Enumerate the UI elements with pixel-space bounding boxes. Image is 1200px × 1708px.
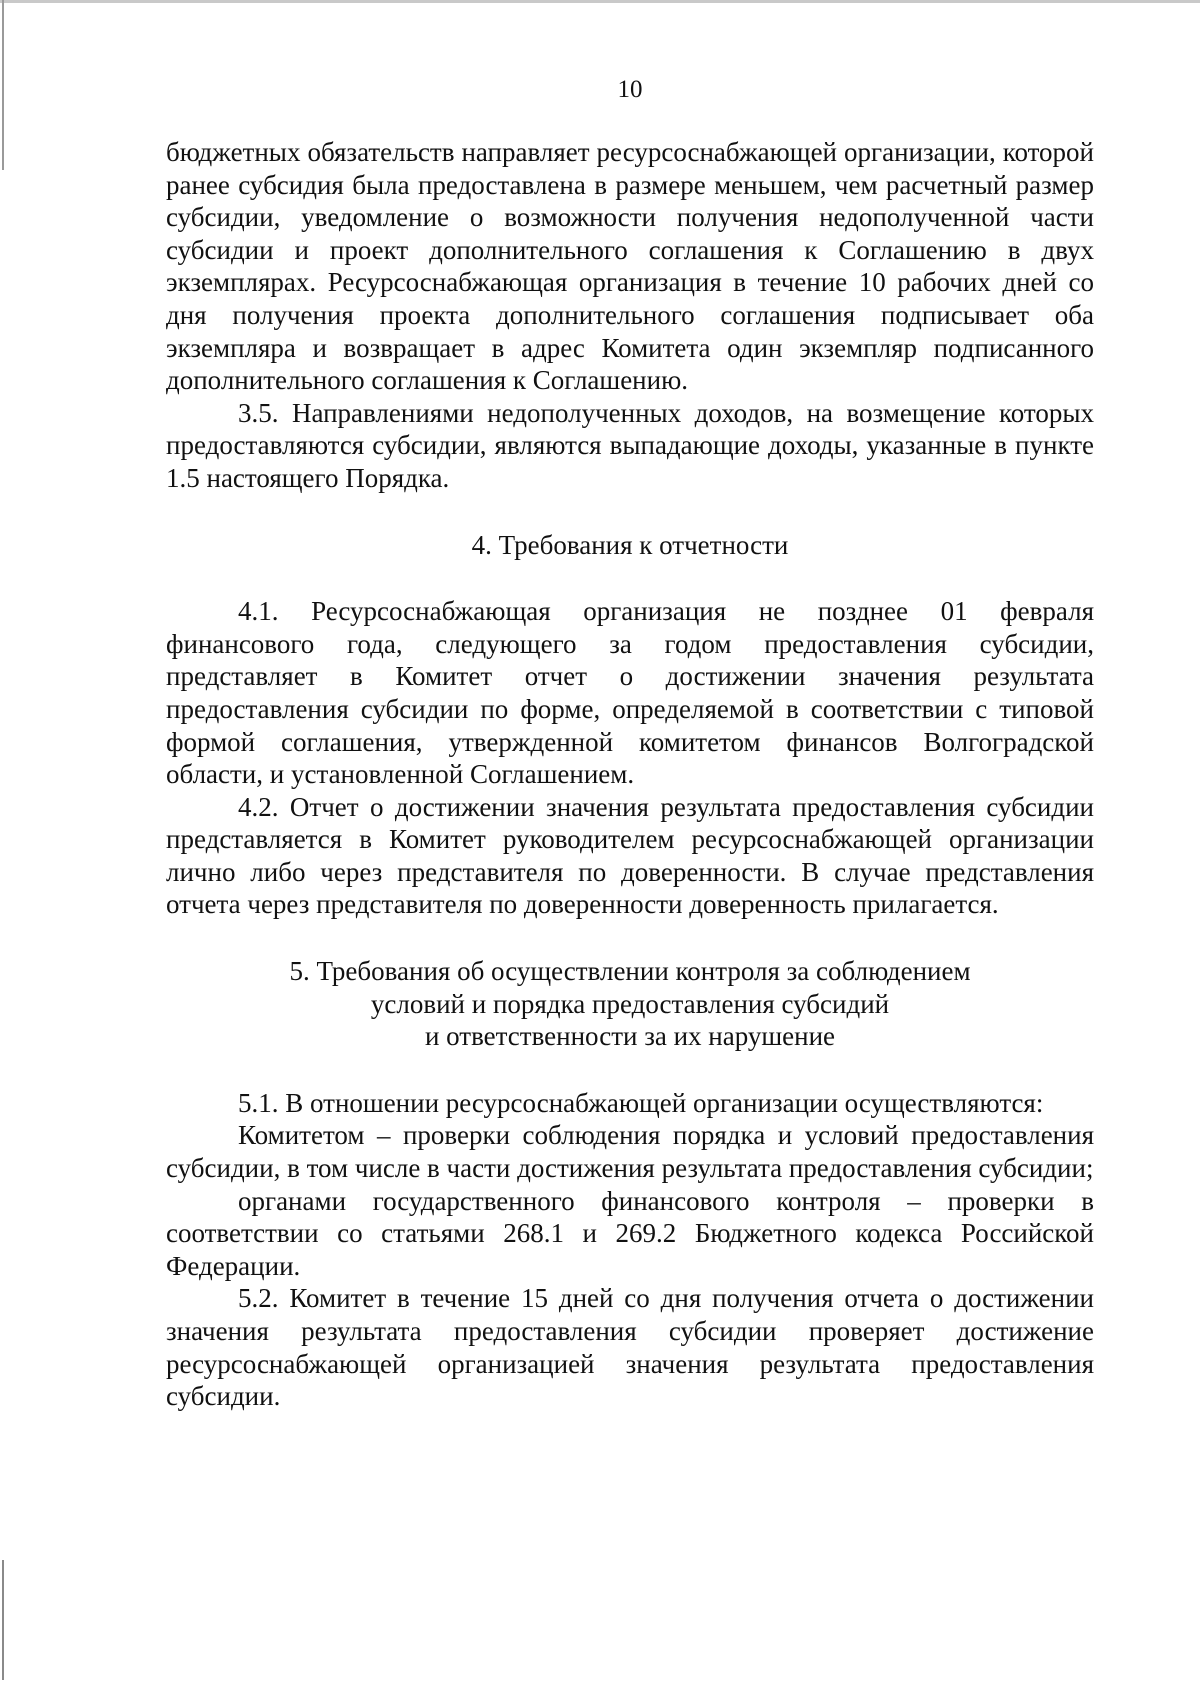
spacer — [166, 495, 1094, 529]
spacer — [166, 1053, 1094, 1087]
section-5-heading-line-3: и ответственности за их нарушение — [424, 1021, 836, 1052]
section-5-heading-line-2: условий и порядка предоставления субсидий — [370, 988, 890, 1019]
paragraph-5-1: 5.1. В отношении ресурсоснабжающей организации осуществляются: — [238, 1087, 1044, 1118]
paragraph-4-2: 4.2. Отчет о достижении значения результата предоставления субсидии представляется в Комитет руководителем ресурсоснабжающей организации лично либо через представителя по доверенности. В случае представления отчета через представителя по доверенности доверенность прилагается. — [166, 791, 1094, 920]
paragraph-5-2: 5.2. Комитет в течение 15 дней со дня получения отчета о достижении значения результата предоставления субсидии проверяет достижение ресурсоснабжающей организацией значения результата предоставления субсидии. — [166, 1283, 1094, 1412]
paragraph-4-1: 4.1. Ресурсоснабжающая организация не позднее 01 февраля финансового года, следующего за годом предоставления субсидии, представляет в Комитет отчет о достижении значения результата предоставления субсидии по форме, определяемой в соответствии с типовой формой соглашения, утвержденной комитетом финансов Волгоградской области, и установленной Соглашением. — [166, 596, 1094, 790]
paragraph-3-5: 3.5. Направлениями недополученных доходов, на возмещение которых предоставляются субсидии, являются выпадающие доходы, указанные в пункте 1.5 настоящего Порядка. — [166, 397, 1094, 493]
page-number: 10 — [617, 76, 643, 103]
paragraph-5-1-committee: Комитетом – проверки соблюдения порядка и условий предоставления субсидии, в том числе в части достижения результата предоставления субсидии; — [166, 1120, 1094, 1184]
document-body — [166, 136, 1094, 1413]
paragraph-5-1-control-bodies: органами государственного финансового контроля – проверки в соответствии со статьями 268.1 и 269.2 Бюджетного кодекса Российской Федерации. — [166, 1185, 1094, 1281]
section-5-heading — [166, 955, 1094, 1053]
section-4-heading: 4. Требования к отчетности — [471, 529, 789, 560]
scan-left-edge-bottom — [2, 1560, 4, 1680]
section-5-heading-line-1: 5. Требования об осуществлении контроля за соблюдением — [289, 956, 971, 987]
paragraph-3-4-continuation: бюджетных обязательств направляет ресурсоснабжающей организации, которой ранее субсидия была предоставлена в размере меньшем, чем расчетный размер субсидии, уведомление о возможности получения недополученной части субсидии и проект дополнительного соглашения к Соглашению в двух экземплярах. Ресурсоснабжающая организация в течение 10 рабочих дней со дня получения проекта дополнительного соглашения подписывает оба экземпляра и возвращает в адрес Комитета один экземпляр подписанного дополнительного соглашения к Соглашению. — [166, 137, 1094, 396]
scan-top-edge — [0, 0, 1200, 3]
spacer — [166, 561, 1094, 595]
spacer — [166, 921, 1094, 955]
